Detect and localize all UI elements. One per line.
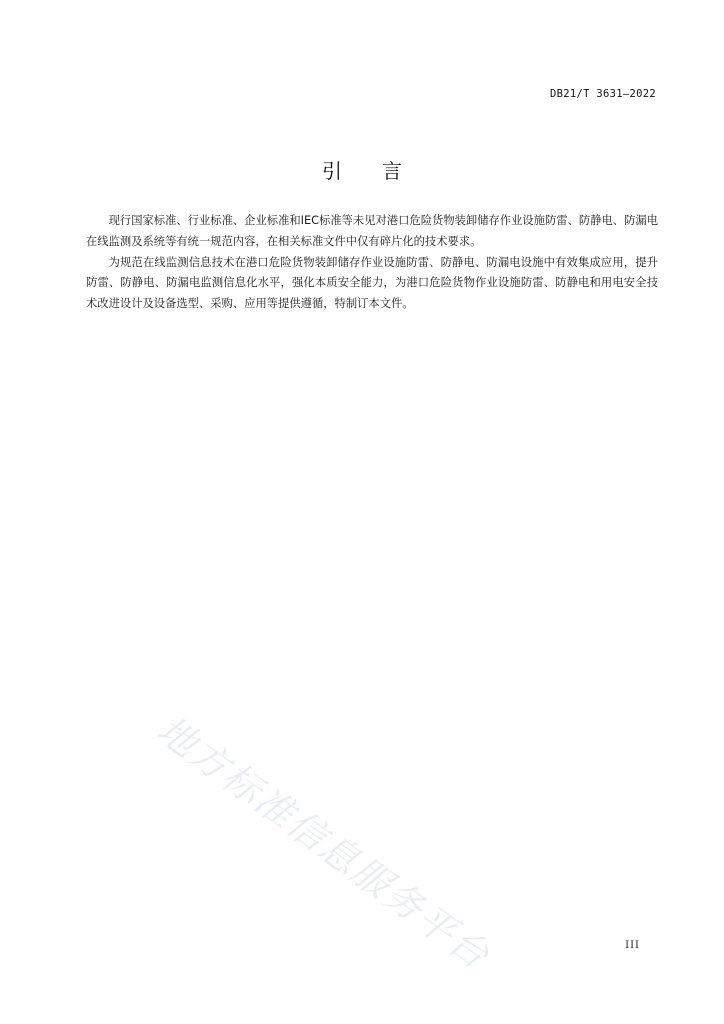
page-title	[0, 155, 724, 184]
title-char-2: 言	[382, 159, 402, 183]
page-number: III	[625, 940, 640, 951]
standard-code: DB21/T 3631—2022	[550, 88, 656, 100]
watermark: 地方标准信息服务平台	[148, 707, 499, 979]
title-char-1: 引	[322, 159, 342, 183]
introduction-body	[86, 211, 658, 315]
paragraph-1: 现行国家标准、行业标准、企业标准和IEC标准等未见对港口危险货物装卸储存作业设施防雷、防静电、防漏电在线监测及系统等有统一规范内容，在相关标准文件中仅有碎片化的技术要求。	[86, 214, 658, 248]
paragraph-2: 为规范在线监测信息技术在港口危险货物装卸储存作业设施防雷、防静电、防漏电设施中有效集成应用，提升防雷、防静电、防漏电监测信息化水平，强化本质安全能力，为港口危险货物作业设施防雷、防静电和用电安全技术改进设计及设备选型、采购、应用等提供遵循，特制订本文件。	[86, 255, 658, 311]
